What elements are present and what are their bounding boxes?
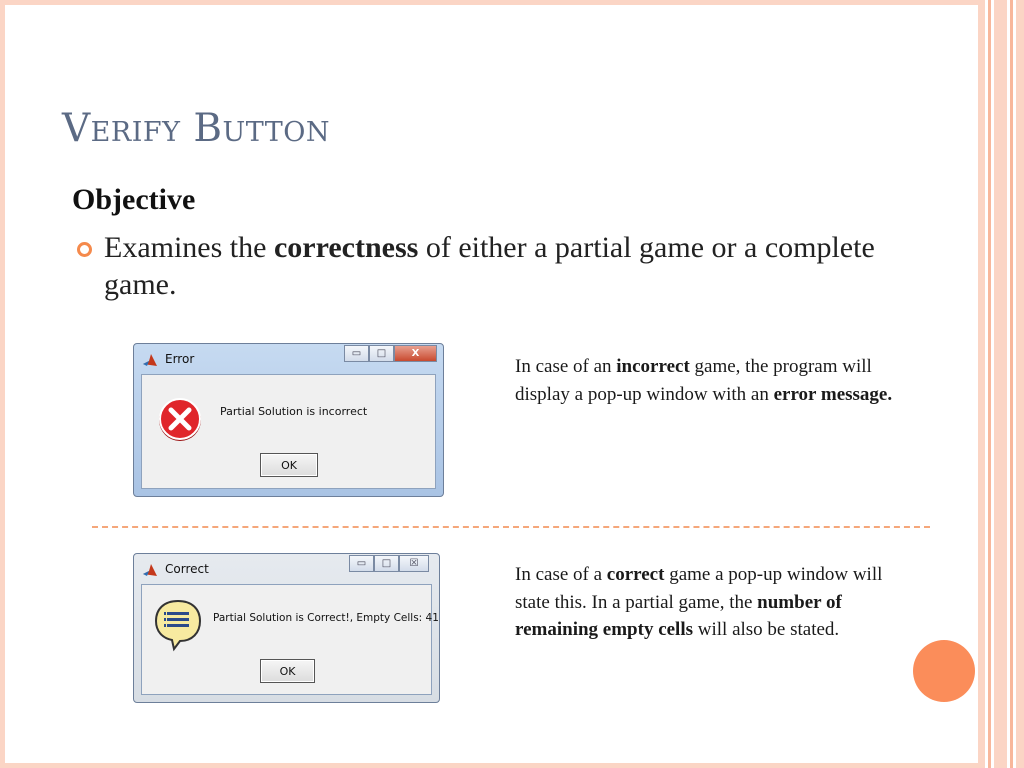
close-button[interactable]: X: [394, 345, 437, 362]
correct-dialog-body: [141, 584, 439, 695]
circle-bullet-icon: [77, 242, 92, 257]
correct-desc-text-2: game a pop-up window will state this. In a partial game, the: [515, 564, 883, 613]
correct-dialog-titlebar[interactable]: [134, 554, 439, 584]
minimize-button[interactable]: ▭: [344, 345, 369, 362]
correct-desc-bold-1: correct: [606, 564, 665, 585]
correct-desc-text-1: In case of a: [515, 564, 607, 585]
bullet-text-post: of either a partial game or a complete game.: [104, 231, 875, 301]
dashed-separator: [92, 526, 930, 528]
correct-dialog: [133, 553, 440, 703]
correct-description: [515, 561, 895, 644]
right-stripe-decoration: [978, 0, 1024, 768]
error-desc-text-2: game, the program will display a pop-up window with an: [515, 356, 872, 405]
error-desc-bold-2: error message.: [773, 383, 893, 405]
correct-desc-bold-2: number of remaining empty cells: [515, 591, 842, 640]
error-description: [515, 353, 895, 408]
bullet-text-pre: Examines the: [104, 231, 274, 264]
frame-top-border: [0, 0, 980, 5]
correct-desc-text-3: will also be stated.: [693, 619, 840, 640]
error-x-icon: [156, 395, 204, 443]
bullet-text-bold: correctness: [273, 231, 419, 264]
error-dialog-title: Error: [165, 352, 195, 366]
slide-title: Verify Button: [62, 106, 331, 151]
info-speech-icon: [152, 597, 204, 653]
ok-button[interactable]: OK: [260, 659, 315, 683]
objective-bullet-text: [104, 229, 944, 303]
frame-left-border: [0, 0, 5, 768]
maximize-button[interactable]: □: [374, 555, 399, 572]
error-message: Partial Solution is incorrect: [220, 405, 368, 418]
frame-bottom-border: [0, 763, 980, 768]
window-controls: [349, 555, 429, 573]
minimize-button[interactable]: ▭: [349, 555, 374, 572]
error-desc-bold-1: incorrect: [616, 356, 690, 377]
matlab-icon: [142, 562, 158, 578]
orange-circle-decoration: [913, 640, 975, 702]
window-controls: [344, 345, 437, 363]
correct-dialog-title: Correct: [165, 562, 209, 576]
error-dialog: [133, 343, 444, 497]
error-dialog-titlebar[interactable]: [134, 344, 443, 374]
ok-button[interactable]: OK: [260, 453, 318, 477]
maximize-button[interactable]: □: [369, 345, 394, 362]
matlab-icon: [142, 352, 158, 368]
objective-heading: Objective: [72, 183, 196, 216]
correct-message: Partial Solution is Correct!, Empty Cells: 41: [213, 612, 439, 624]
error-desc-text-1: In case of an: [515, 356, 617, 377]
error-dialog-body: [141, 374, 436, 489]
close-button[interactable]: ☒: [399, 555, 429, 572]
